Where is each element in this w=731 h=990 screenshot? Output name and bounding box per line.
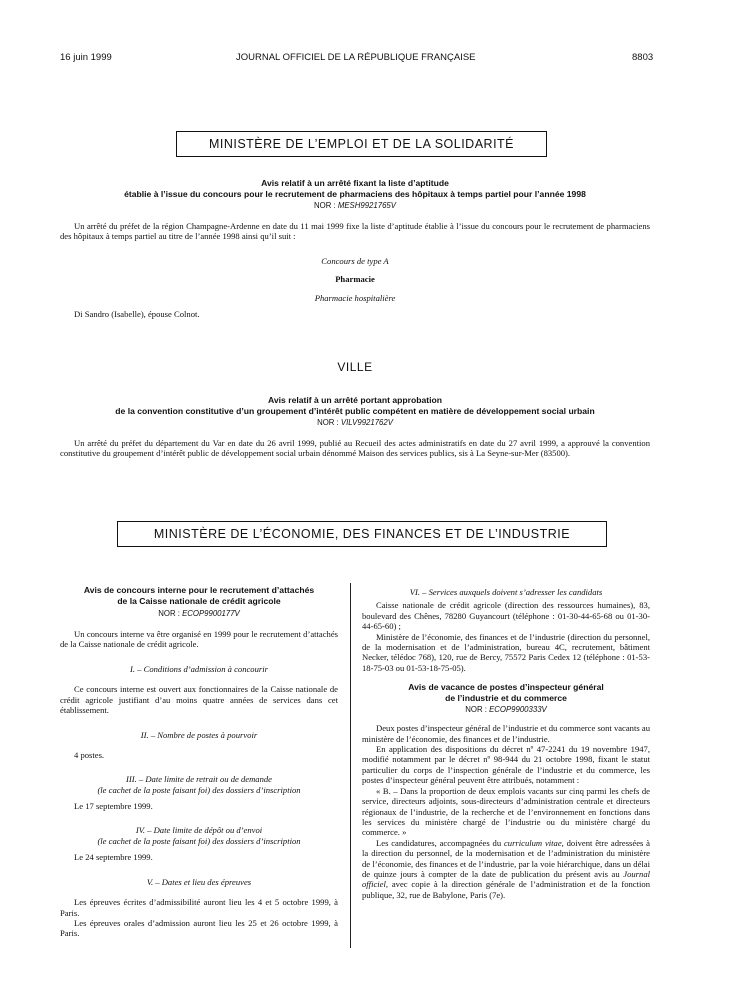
avis-title-line2: de la convention constitutive d’un groupement d’intérêt public compétent en matière de développement social urbain — [115, 405, 595, 416]
right-column — [362, 587, 650, 900]
column-divider — [350, 583, 351, 948]
section-heading-4a: IV. – Date limite de dépôt ou d’envoi — [135, 825, 263, 836]
section-body-3: Le 17 septembre 1999. — [74, 801, 153, 812]
text-run: , avec copie à la direction générale de l’administration et de la fonction publique, 32, rue de Babylone, Paris (7e). — [362, 879, 650, 900]
vacance-paragraph-1: Deux postes d’inspecteur général de l’industrie et du commerce sont vacants au ministère de l’économie, des finances et de l’industrie. — [362, 723, 650, 744]
section-body-4: Le 24 septembre 1999. — [74, 852, 153, 863]
nor-label: NOR : — [158, 609, 183, 618]
avis-gip-section — [60, 395, 650, 459]
avis-body: Un arrêté du préfet du département du Var en date du 26 avril 1999, publié au Recueil des actes administratifs en date du 27 avril 1999, a approuvé la convention constitutive du groupement d’intérêt public de développement social urbain dénommé Maison des services publics, sis à La Seyne-sur-Mer (83500). — [60, 438, 650, 459]
text-run-italic: curriculum vitae — [503, 837, 562, 848]
avis-title-line1: Avis de concours interne pour le recrutement d’attachés — [83, 585, 315, 595]
nor-code: VILV9921762V — [340, 418, 393, 427]
concours-type: Concours de type A — [321, 255, 389, 266]
vacance-paragraph-2: En application des dispositions du décret nº 47-2241 du 19 novembre 1947, modifié notamment par le décret nº 98-944 du 21 octobre 1998, fixant le statut particulier du corps de l’inspection générale de l’industrie et du commerce, les postes d’inspecteur général peuvent être attribués, notamment : — [362, 744, 650, 786]
avis-title-line2: établie à l’issue du concours pour le recrutement de pharmaciens des hôpitaux à temps partiel pour l’année 1998 — [124, 188, 586, 199]
section-heading-5: V. – Dates et lieu des épreuves — [146, 876, 252, 887]
text-run: Les candidatures, accompagnées du — [376, 837, 504, 848]
section-body-5a: Les épreuves écrites d’admissibilité auront lieu les 4 et 5 octobre 1999, à Paris. — [60, 897, 338, 918]
section-body-6b: Ministère de l’économie, des finances et de l’industrie (direction du personnel, de la modernisation et de l’administration, bureau 4C, recrutement, bâtiment Necker, télédoc 768), 120, rue de Bercy, 75572 Paris Cedex 12 (téléphone : 01-53-18-75-03 ou 01-53-18-75-05). — [362, 631, 650, 673]
avis-body: Un arrêté du préfet de la région Champagne-Ardenne en date du 11 mai 1999 fixe la liste d’aptitude établie à l’issue du concours pour le recrutement de pharmaciens des hôpitaux à temps partiel au titre de l’année 1998 ainsi qu’il suit : — [60, 221, 650, 242]
avis-aptitude-section — [60, 178, 650, 319]
nor-reference — [60, 609, 338, 618]
avis-title-line2: de la Caisse nationale de crédit agricole — [117, 595, 281, 606]
left-column — [60, 585, 338, 939]
nor-code: MESH9921765V — [337, 201, 396, 210]
intro-paragraph: Un concours interne va être organisé en 1999 pour le recrutement d’attachés de la Caisse nationale de crédit agricole. — [60, 629, 338, 650]
ministry-heading-emploi: MINISTÈRE DE L’EMPLOI ET DE LA SOLIDARITÉ — [176, 131, 547, 157]
avis-title-line1: Avis relatif à un arrêté portant approbation — [268, 395, 442, 405]
nor-code: ECOP9900177V — [182, 609, 240, 618]
text-run-italic: Journal officiel — [362, 868, 650, 890]
avis-title-line1: Avis relatif à un arrêté fixant la liste d’aptitude — [261, 178, 449, 188]
page-number: 8803 — [632, 52, 654, 63]
section-heading-3a: III. – Date limite de retrait ou de demande — [126, 774, 272, 785]
candidate-name: Di Sandro (Isabelle), épouse Colnot. — [74, 309, 200, 320]
section-heading-2: II. – Nombre de postes à pourvoir — [140, 730, 258, 741]
discipline: Pharmacie — [335, 274, 375, 285]
section-body-2: 4 postes. — [74, 749, 105, 760]
section-heading-1: I. – Conditions d’admission à concourir — [130, 663, 268, 674]
vacance-paragraph-3: « B. – Dans la proportion de deux emplois vacants sur cinq parmi les chefs de service, directeurs adjoints, sous-directeurs d’administration centrale et directeurs régionaux de l’industrie, de la recherche et de l’environnement en fonctions dans les services du ministère chargé de l’industrie ou du ministère chargé du commerce. » — [362, 785, 650, 838]
nor-reference — [60, 418, 650, 427]
nor-label: NOR : — [317, 418, 341, 427]
nor-label: NOR : — [314, 201, 338, 210]
section-body-1: Ce concours interne est ouvert aux fonctionnaires de la Caisse nationale de crédit agricole justifiant d’au moins quatre années de services dans cet établissement. — [60, 684, 338, 716]
section-heading-3b: (le cachet de la poste faisant foi) des dossiers d’inscription — [97, 784, 301, 795]
avis-title-line2: de l’industrie et du commerce — [445, 692, 567, 703]
nor-reference — [362, 705, 650, 714]
section-body-6a: Caisse nationale de crédit agricole (direction des ressources humaines), 83, boulevard des Chênes, 78280 Guyancourt (téléphone : 01-30-44-65-68 ou 01-30-44-65-60) ; — [362, 600, 650, 632]
ville-heading: VILLE — [337, 360, 373, 374]
nor-label: NOR : — [465, 705, 490, 715]
journal-title: JOURNAL OFFICIEL DE LA RÉPUBLIQUE FRANÇAISE — [236, 52, 476, 63]
vacance-paragraph-4 — [362, 838, 650, 900]
text-run: , doivent être adressées à la direction du personnel, de la modernisation et de l’administration du ministère de l’économie, des finances et de l’industrie, par la voie hiérarchique, dans un délai de quinze jours à compter de la date de publication du présent avis au — [362, 837, 650, 879]
specialty: Pharmacie hospitalière — [314, 292, 396, 303]
ministry-heading-economie: MINISTÈRE DE L’ÉCONOMIE, DES FINANCES ET DE L’INDUSTRIE — [117, 521, 607, 547]
avis-vacance-heading — [362, 682, 650, 703]
header-date: 16 juin 1999 — [60, 52, 112, 63]
nor-reference — [60, 201, 650, 210]
section-heading-4b: (le cachet de la poste faisant foi) des dossiers d’inscription — [97, 835, 301, 846]
nor-code: ECOP9900333V — [489, 705, 547, 715]
section-body-5b: Les épreuves orales d’admission auront lieu les 25 et 26 octobre 1999, à Paris. — [60, 917, 338, 939]
avis-title-line1: Avis de vacance de postes d’inspecteur général — [408, 682, 604, 693]
section-heading-6: VI. – Services auxquels doivent s’adresser les candidats — [409, 587, 603, 597]
